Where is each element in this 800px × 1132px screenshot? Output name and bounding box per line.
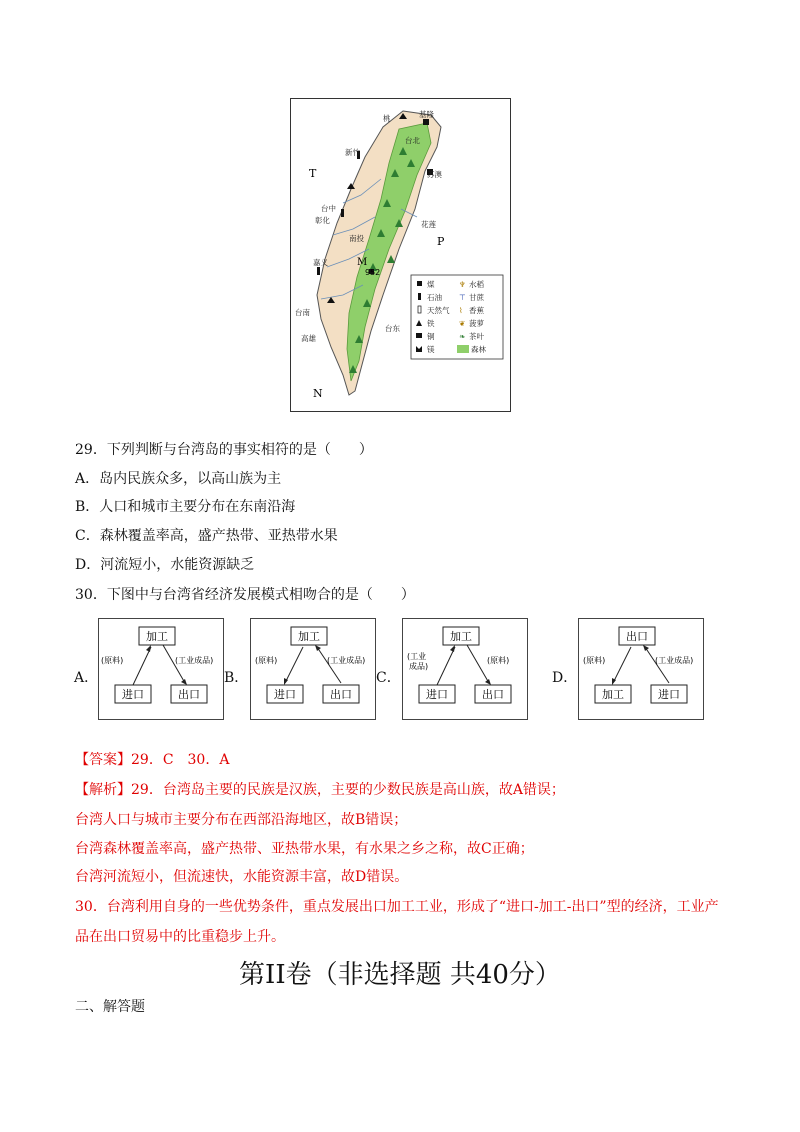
analysis-line-1 bbox=[75, 780, 565, 800]
diagram-bottom-right-box: 进口 bbox=[658, 688, 680, 701]
section-title: 第II卷（非选择题 共40分） bbox=[239, 960, 561, 990]
legend-label: 菠萝 bbox=[469, 319, 484, 328]
city-keelung: 基隆 bbox=[419, 110, 434, 119]
analysis-line-5: 30．台湾利用自身的一些优势条件，重点发展出口加工工业，形成了“进口-加工-出口”型的经济，工业产 bbox=[75, 899, 719, 915]
q29-stem: 29．下列判断与台湾岛的事实相符的是（ ） bbox=[75, 442, 373, 458]
legend-label: 铜 bbox=[427, 332, 435, 341]
diagram-bottom-left-box: 进口 bbox=[122, 688, 144, 701]
legend-label: 水稻 bbox=[469, 280, 484, 289]
diagram-left-label-line1: (工业 bbox=[407, 652, 427, 661]
oil-icon bbox=[418, 293, 421, 300]
diagram-right-label: (原料) bbox=[487, 656, 510, 665]
analysis-text: 29．台湾岛主要的民族是汉族，主要的少数民族是高山族，故A错误； bbox=[131, 782, 565, 798]
city-taitung: 台东 bbox=[385, 324, 400, 333]
legend-label: 甘蔗 bbox=[469, 293, 484, 302]
flow-diagram-c bbox=[402, 618, 528, 720]
map-letter-n: N bbox=[313, 387, 323, 400]
diagram-left-label: (原料) bbox=[255, 656, 278, 665]
coal-icon bbox=[417, 281, 422, 286]
diagram-bottom-right-box: 出口 bbox=[330, 688, 352, 701]
city-changhua: 彰化 bbox=[315, 216, 330, 225]
diagram-bottom-right-box: 出口 bbox=[482, 688, 504, 701]
answer-text: 29．C 30．A bbox=[131, 752, 230, 768]
answer-line bbox=[75, 750, 229, 770]
option-letter-a: A． bbox=[74, 670, 99, 686]
map-letter-t: T bbox=[309, 167, 317, 180]
q29-option-b: B．人口和城市主要分布在东南沿海 bbox=[75, 499, 296, 515]
legend-label: 茶叶 bbox=[469, 332, 484, 341]
city-chiayi: 嘉义 bbox=[313, 258, 328, 267]
elevation-label: 952 bbox=[365, 268, 381, 277]
city-tainan: 台南 bbox=[295, 308, 310, 317]
diagram-left-label: (原料) bbox=[101, 656, 124, 665]
option-letter-c: C． bbox=[376, 670, 401, 686]
analysis-tag: 【解析】 bbox=[75, 782, 131, 798]
analysis-line-2: 台湾人口与城市主要分布在西部沿海地区，故B错误； bbox=[75, 812, 408, 828]
diagram-right-label: (工业成品) bbox=[327, 656, 366, 665]
diagram-top-box: 加工 bbox=[146, 630, 168, 643]
city-taoyuan: 桃 bbox=[383, 114, 391, 123]
pineapple-icon: ❦ bbox=[459, 319, 466, 328]
diagram-bottom-left-box: 进口 bbox=[426, 688, 448, 701]
diagram-right-label: (工业成品) bbox=[175, 656, 214, 665]
legend-label: 香蕉 bbox=[469, 306, 484, 315]
diagram-top-box: 加工 bbox=[298, 630, 320, 643]
diagram-right-label: (工业成品) bbox=[655, 656, 694, 665]
legend-label: 煤 bbox=[427, 280, 435, 289]
q30-stem: 30．下图中与台湾省经济发展模式相吻合的是（ ） bbox=[75, 587, 415, 603]
diagram-left-label-line2: 成品) bbox=[409, 662, 429, 671]
forest-icon bbox=[457, 345, 469, 353]
option-letter-b: B． bbox=[224, 670, 249, 686]
legend-label: 森林 bbox=[471, 345, 486, 354]
legend-label: 石油 bbox=[427, 293, 442, 302]
city-nantou: 南投 bbox=[349, 234, 364, 243]
city-hualien: 花莲 bbox=[421, 220, 436, 229]
legend-label: 铁 bbox=[427, 319, 435, 328]
map-legend bbox=[411, 275, 503, 359]
answer-tag: 【答案】 bbox=[75, 752, 131, 768]
flow-diagram-b bbox=[250, 618, 376, 720]
tea-icon: ❧ bbox=[459, 332, 466, 341]
diagram-bottom-left-box: 进口 bbox=[274, 688, 296, 701]
q29-option-d: D．河流短小，水能资源缺乏 bbox=[75, 557, 255, 573]
taiwan-resource-map bbox=[290, 98, 511, 412]
diagram-bottom-right-box: 出口 bbox=[178, 688, 200, 701]
city-suao: 苏澳 bbox=[427, 170, 442, 179]
analysis-line-3: 台湾森林覆盖率高，盛产热带、亚热带水果，有水果之乡之称，故C正确； bbox=[75, 841, 534, 857]
map-letter-p: P bbox=[437, 235, 445, 248]
diagram-top-box: 加工 bbox=[450, 630, 472, 643]
rice-icon: ♆ bbox=[459, 280, 466, 289]
section-subtitle: 二、解答题 bbox=[75, 999, 145, 1015]
diagram-top-box: 出口 bbox=[626, 630, 648, 643]
q29-option-a: A．岛内民族众多，以高山族为主 bbox=[75, 471, 282, 487]
city-hsinchu: 新竹 bbox=[345, 148, 360, 157]
analysis-line-4: 台湾河流短小，但流速快，水能资源丰富，故D错误。 bbox=[75, 869, 409, 885]
copper-icon bbox=[416, 333, 422, 338]
city-kaohsiung: 高雄 bbox=[301, 334, 316, 343]
option-letter-d: D． bbox=[552, 670, 578, 686]
map-letter-m: M bbox=[357, 257, 368, 268]
q29-option-c: C．森林覆盖率高，盛产热带、亚热带水果 bbox=[75, 528, 338, 544]
analysis-line-6: 品在出口贸易中的比重稳步上升。 bbox=[75, 929, 285, 945]
legend-label: 天然气 bbox=[427, 306, 450, 315]
legend-label: 镁 bbox=[427, 345, 435, 354]
flow-diagram-d bbox=[578, 618, 704, 720]
city-taipei: 台北 bbox=[405, 136, 420, 145]
banana-icon: ⌇ bbox=[459, 306, 463, 315]
diagram-left-label: (原料) bbox=[583, 656, 606, 665]
city-taichung: 台中 bbox=[321, 204, 336, 213]
flow-diagram-a bbox=[98, 618, 224, 720]
diagram-bottom-left-box: 加工 bbox=[602, 688, 624, 701]
sugarcane-icon: ⊤ bbox=[459, 293, 466, 302]
